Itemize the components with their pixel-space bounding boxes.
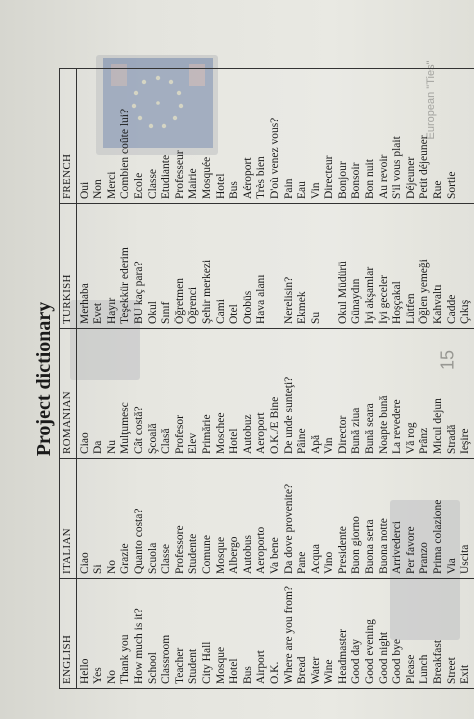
dictionary-word: Wine <box>323 659 336 684</box>
column-english <box>76 579 474 689</box>
page-title: Project dictionary <box>33 301 55 457</box>
dictionary-word: Apă <box>309 434 322 454</box>
dictionary-word: Micul dejun <box>432 398 445 454</box>
page-number: 15 <box>437 349 458 371</box>
dictionary-word: How much is it? <box>132 608 145 684</box>
dictionary-word: Mosque <box>214 646 227 684</box>
dictionary-word: Buon giorno <box>350 516 363 574</box>
dictionary-word: Hava alanı <box>255 274 268 324</box>
dictionary-word: Otel <box>228 304 241 324</box>
dictionary-word: Hello <box>78 658 91 684</box>
dictionary-word <box>269 208 283 324</box>
dictionary-word: Prânz <box>418 427 431 454</box>
dictionary-word: Presidente <box>336 526 349 574</box>
dictionary-word: Classe <box>146 168 159 199</box>
dictionary-word: Otobüs <box>241 290 254 324</box>
dictionary-word: Evet <box>92 302 105 324</box>
dictionary-word: Grazie <box>119 543 132 574</box>
dictionary-word: No <box>105 669 118 684</box>
dictionary-word: Professeur <box>173 150 186 199</box>
dictionary-word: Nerelisin? <box>282 276 295 324</box>
column-header-english: ENGLISH <box>60 579 77 689</box>
dictionary-word: Buona notte <box>377 518 390 574</box>
dictionary-word: Noapte bună <box>377 395 390 454</box>
dictionary-word: Per favore <box>404 526 417 574</box>
dictionary-word: Autobus <box>241 535 254 574</box>
dictionary-word: Primărie <box>200 414 213 454</box>
dictionary-word: Aeroporto <box>255 526 268 574</box>
dictionary-word: Aeroport <box>255 412 268 454</box>
dictionary-word: Albergo <box>228 536 241 574</box>
dictionary-word: Vin <box>309 182 322 199</box>
dictionary-word: Thank you <box>119 634 132 684</box>
dictionary-word: Hayır <box>105 297 118 324</box>
dictionary-table <box>59 68 474 689</box>
column-header-italian: ITALIAN <box>60 459 77 579</box>
dictionary-word: Moschee <box>214 412 227 454</box>
dictionary-word: Cadde <box>445 294 458 324</box>
dictionary-word: Çıkış <box>459 299 472 324</box>
dictionary-word: Stradă <box>445 424 458 454</box>
bleed-through-heading: European "Ties" <box>425 60 437 140</box>
dictionary-word: Bonjour <box>336 161 349 199</box>
dictionary-word: Bonsoir <box>350 162 363 199</box>
dictionary-word: Ciao <box>78 432 91 454</box>
dictionary-word: İyi akşamlar <box>364 266 377 324</box>
dictionary-word: Vino <box>323 551 336 574</box>
dictionary-word: Scuola <box>146 542 159 574</box>
dictionary-word: Combien coûte lui? <box>119 108 132 199</box>
dictionary-word: Okul <box>146 301 159 324</box>
dictionary-word: Profesor <box>173 415 186 454</box>
dictionary-word: Petit déjeuner <box>418 135 431 199</box>
dictionary-word: Prima colazione <box>432 499 445 574</box>
dictionary-word: Autobuz <box>241 414 254 454</box>
dictionary-word: Bună seara <box>364 403 377 454</box>
dictionary-word: Cât costă? <box>132 406 145 454</box>
dictionary-word: Nu <box>105 439 118 454</box>
dictionary-word: Hotel <box>228 428 241 454</box>
dictionary-word: Şehir merkezi <box>200 259 213 324</box>
dictionary-word: Pâine <box>296 428 309 454</box>
dictionary-word: Va bene <box>268 537 281 574</box>
dictionary-word: Sınıf <box>160 301 173 324</box>
table-row <box>76 69 474 689</box>
dictionary-word: Via <box>445 558 458 574</box>
dictionary-word: Hoşçakal <box>391 281 404 324</box>
column-header-romanian: ROMANIAN <box>60 329 77 459</box>
dictionary-word: O.K./E Bine <box>268 396 281 454</box>
dictionary-word: Airport <box>255 650 268 684</box>
dictionary-word: S'il vous plait <box>391 136 404 199</box>
column-header-turkish: TURKISH <box>60 204 77 329</box>
dictionary-word: Director <box>336 415 349 454</box>
dictionary-word: Non <box>92 179 105 199</box>
dictionary-word: Eau <box>296 181 309 199</box>
dictionary-word: Şcoală <box>146 423 159 454</box>
column-french <box>76 69 474 204</box>
dictionary-word: Aéroport <box>241 157 254 199</box>
dictionary-word: Vă rog <box>404 422 417 454</box>
column-romanian <box>76 329 474 459</box>
dictionary-word: Directeur <box>323 155 336 199</box>
dictionary-word: Da dove provenite? <box>282 483 295 574</box>
dictionary-word: Bus <box>228 181 241 199</box>
dictionary-word: Au revoir <box>377 154 390 199</box>
dictionary-word: Mosquée <box>200 156 213 199</box>
dictionary-word: Good day <box>350 638 363 684</box>
dictionary-word: Öğretmen <box>173 278 186 324</box>
dictionary-word: Breakfast <box>432 639 445 684</box>
dictionary-word: Cami <box>214 299 227 324</box>
dictionary-word: Bread <box>296 656 309 684</box>
dictionary-word: Bon nuit <box>364 159 377 199</box>
dictionary-word: Arrivederci <box>391 521 404 574</box>
dictionary-word: Déjeuner <box>404 156 417 199</box>
dictionary-word: Student <box>187 648 200 684</box>
dictionary-word: Oui <box>78 181 91 199</box>
dictionary-word: Sortie <box>445 171 458 199</box>
dictionary-word: Très bien <box>255 156 268 199</box>
dictionary-word: Headmaster <box>336 629 349 684</box>
dictionary-word: Hotel <box>214 173 227 199</box>
dictionary-word <box>459 73 473 199</box>
dictionary-word: Water <box>309 656 322 684</box>
dictionary-word: Quanto costa? <box>132 508 145 574</box>
dictionary-word: Buona serta <box>364 519 377 574</box>
dictionary-word: Öğrenci <box>187 286 200 324</box>
dictionary-word: Lütfen <box>404 293 417 324</box>
rotated-dictionary <box>31 69 471 689</box>
dictionary-word: Öğlen yemeği <box>418 259 431 324</box>
dictionary-word: Ecole <box>132 172 145 199</box>
dictionary-word: Merci <box>105 171 118 199</box>
dictionary-word: Pane <box>296 551 309 574</box>
dictionary-word: Merhaba <box>78 283 91 324</box>
dictionary-word: Mosque <box>214 536 227 574</box>
dictionary-word: Mulţumesc <box>119 402 132 454</box>
dictionary-word: İyi geceler <box>377 275 390 324</box>
dictionary-word: Please <box>404 654 417 684</box>
dictionary-word: Rue <box>432 180 445 199</box>
column-header-french: FRENCH <box>60 69 77 204</box>
dictionary-word: Okul Müdürü <box>336 261 349 324</box>
dictionary-word: BU kaç para? <box>132 261 145 324</box>
dictionary-word: Exit <box>459 664 472 684</box>
dictionary-word: Comune <box>200 535 213 574</box>
column-turkish <box>76 204 474 329</box>
dictionary-word: Etudiante <box>160 154 173 199</box>
dictionary-word: Pranzo <box>418 542 431 574</box>
dictionary-word: Studente <box>187 533 200 574</box>
dictionary-word <box>323 208 337 324</box>
dictionary-word: Ieşire <box>459 428 472 454</box>
dictionary-word: Si <box>92 564 105 574</box>
dictionary-word: Street <box>445 657 458 684</box>
dictionary-word: Yes <box>92 667 105 684</box>
dictionary-word: No <box>105 559 118 574</box>
dictionary-word: Where are you from? <box>282 585 295 684</box>
dictionary-word: Mairie <box>187 168 200 199</box>
dictionary-word: Teşekkür ederim <box>119 247 132 324</box>
dictionary-word: Pain <box>282 178 295 199</box>
header-row <box>60 69 77 689</box>
dictionary-word: Uscita <box>459 544 472 574</box>
dictionary-word: Vin <box>323 437 336 454</box>
dictionary-word: Elev <box>187 432 200 454</box>
column-italian <box>76 459 474 579</box>
dictionary-word: Good evening <box>364 619 377 684</box>
dictionary-word: Ekmek <box>296 291 309 324</box>
dictionary-word: O.K. <box>268 661 281 684</box>
dictionary-word: Good bye <box>391 638 404 684</box>
dictionary-word: Classroom <box>160 634 173 684</box>
dictionary-word: Bună ziua <box>350 407 363 454</box>
dictionary-word: Professore <box>173 525 186 574</box>
dictionary-word: Bus <box>241 666 254 684</box>
dictionary-word: Günaydın <box>350 278 363 324</box>
dictionary-word: Lunch <box>418 654 431 684</box>
dictionary-word: Ciao <box>78 552 91 574</box>
dictionary-word: Su <box>309 311 322 324</box>
dictionary-word: D'où venez vous? <box>268 117 281 199</box>
dictionary-word: School <box>146 652 159 684</box>
dictionary-word: City Hall <box>200 641 213 684</box>
dictionary-word: Good night <box>377 631 390 684</box>
dictionary-word: Hotel <box>228 658 241 684</box>
dictionary-word: Acqua <box>309 543 322 574</box>
dictionary-word: Kahvaltı <box>432 284 445 324</box>
dictionary-word: Clasă <box>160 428 173 454</box>
dictionary-word: Classe <box>160 543 173 574</box>
dictionary-word: De unde sunteţi? <box>282 376 295 454</box>
dictionary-word: Da <box>92 440 105 454</box>
dictionary-word: Teacher <box>173 647 186 684</box>
dictionary-word: La revedere <box>391 399 404 454</box>
